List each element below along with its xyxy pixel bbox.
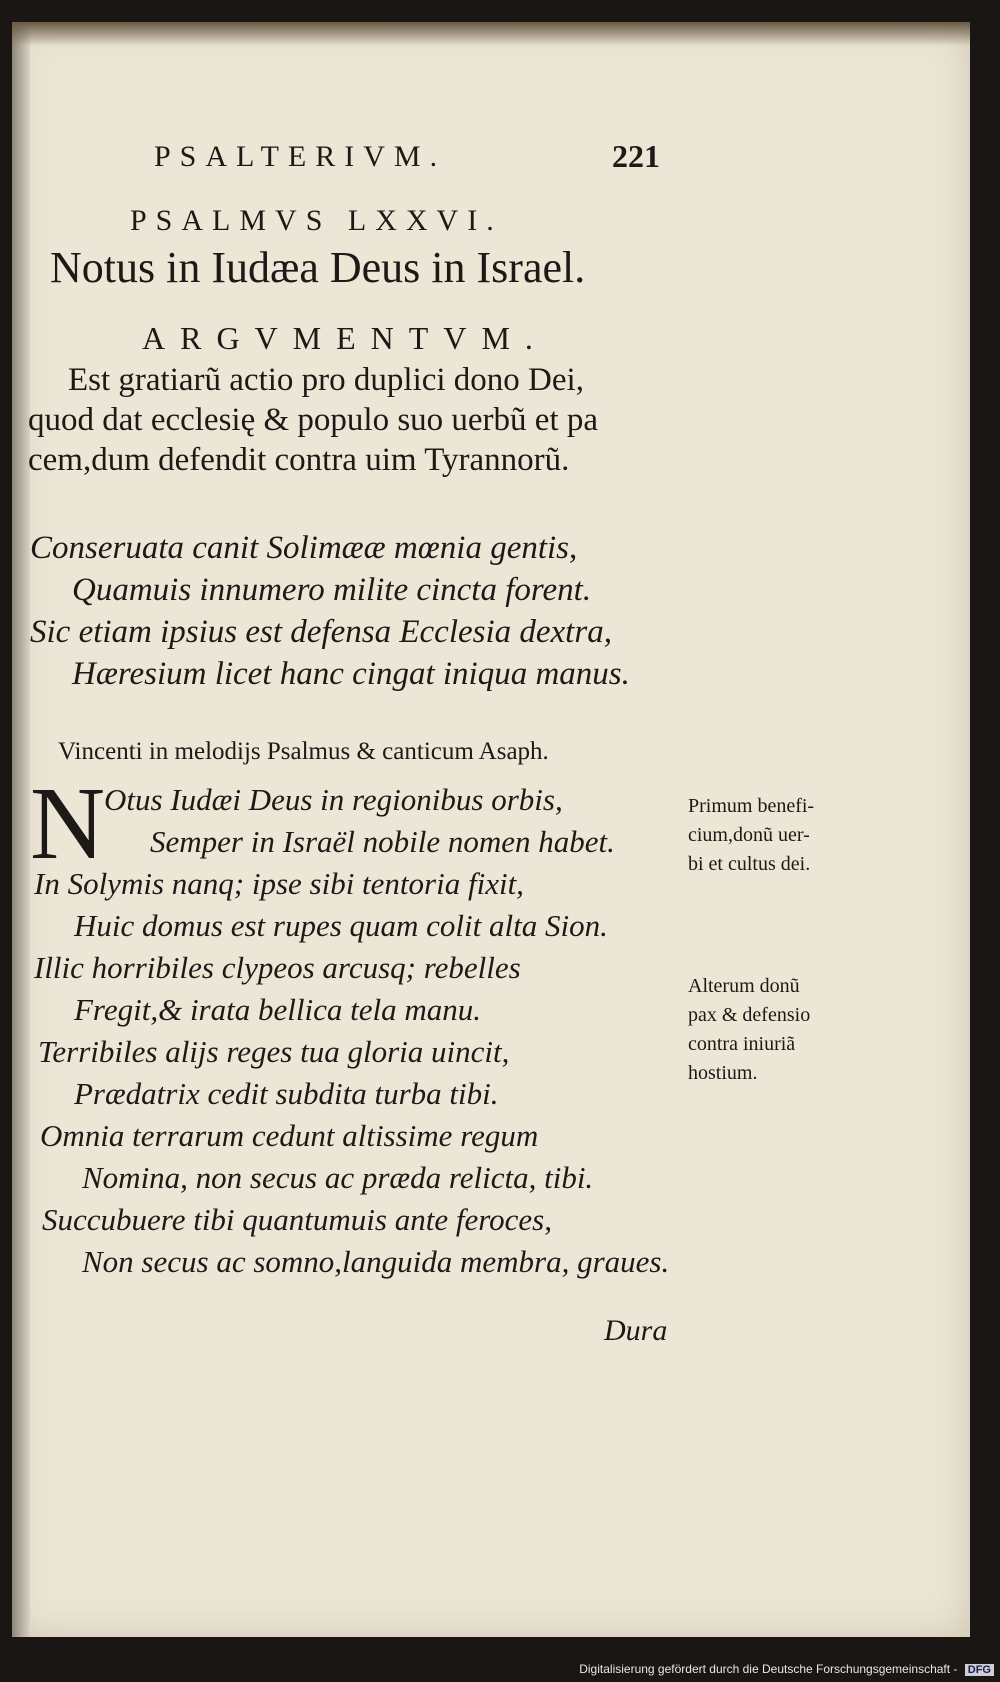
verse-line: Non secus ac somno,languida membra, graues.: [82, 1244, 670, 1279]
argument-line: cem,dum defendit contra uim Tyrannorũ.: [28, 442, 570, 478]
verse-line: Illic horribiles clypeos arcusq; rebelles: [34, 950, 521, 985]
psalm-title: Vincenti in melodijs Psalmus & canticum Asaph.: [58, 738, 549, 765]
digitization-credit: [579, 1662, 994, 1676]
catchword: Dura: [604, 1314, 668, 1347]
margin-note-line: bi et cultus dei.: [688, 853, 811, 875]
margin-note: [688, 972, 810, 1088]
epigram-line: Conseruata canit Solimææ mœnia gentis,: [30, 530, 578, 566]
margin-note: [688, 792, 814, 879]
verse-line: Semper in Israël nobile nomen habet.: [150, 824, 615, 859]
page-edge-shadow: [12, 22, 970, 46]
psalm-incipit: Notus in Iudæa Deus in Israel.: [50, 243, 586, 292]
margin-note-line: hostium.: [688, 1062, 758, 1084]
running-head: PSALTERIVM.: [154, 140, 447, 173]
dfg-logo: DFG: [965, 1664, 994, 1676]
book-page: [12, 22, 970, 1637]
psalm-number: PSALMVS LXXVI.: [130, 204, 503, 237]
verse-line: Fregit,& irata bellica tela manu.: [74, 992, 481, 1027]
verse-line: Succubuere tibi quantumuis ante feroces,: [42, 1202, 552, 1237]
margin-note-line: Alterum donũ: [688, 975, 800, 997]
verse-line: In Solymis nanq; ipse sibi tentoria fixit,: [34, 866, 524, 901]
verse-line: Omnia terrarum cedunt altissime regum: [40, 1118, 539, 1153]
verse-line: Otus Iudæi Deus in regionibus orbis,: [104, 782, 563, 817]
epigram-line: Hæresium licet hanc cingat iniqua manus.: [72, 656, 630, 692]
argument-line: quod dat ecclesię & populo suo uerbũ et pa: [28, 402, 599, 438]
page-number: 221: [612, 138, 660, 174]
credit-text: Digitalisierung gefördert durch die Deutsche Forschungsgemeinschaft -: [579, 1662, 958, 1676]
epigram-line: Sic etiam ipsius est defensa Ecclesia dextra,: [30, 614, 612, 650]
epigram-line: Quamuis innumero milite cincta forent.: [72, 572, 592, 608]
verse-line: Huic domus est rupes quam colit alta Sion.: [74, 908, 608, 943]
argument-line: Est gratiarũ actio pro duplici dono Dei,: [68, 362, 584, 398]
verse-line: Terribiles alijs reges tua gloria uincit,: [38, 1034, 510, 1069]
margin-note-line: cium,donũ uer-: [688, 824, 810, 846]
margin-note-line: pax & defensio: [688, 1004, 811, 1026]
verse-line: Nomina, non secus ac præda relicta, tibi.: [82, 1160, 594, 1195]
margin-note-line: contra iniuriã: [688, 1033, 796, 1055]
verse-line: Prædatrix cedit subdita turba tibi.: [74, 1076, 499, 1111]
page-gutter: [12, 22, 30, 1637]
argument-heading: ARGVMENTVM.: [142, 320, 548, 356]
drop-initial: N: [30, 766, 106, 881]
margin-note-line: Primum benefi-: [688, 795, 815, 817]
